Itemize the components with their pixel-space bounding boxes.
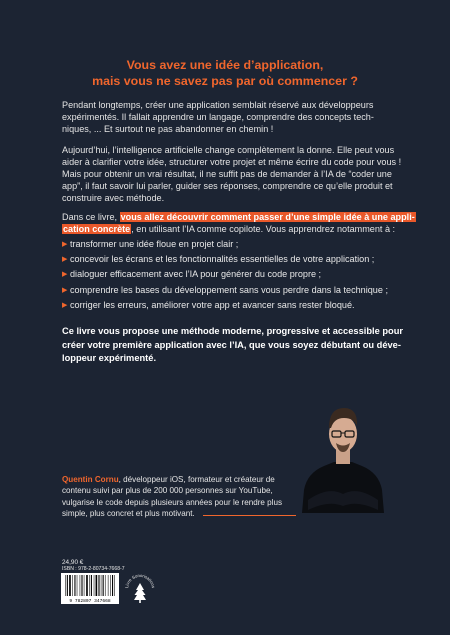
barcode-bar (91, 575, 92, 596)
headline-line-1: Vous avez une idée d’application, (126, 58, 324, 72)
barcode-bar (110, 575, 111, 596)
tree-icon (134, 583, 146, 600)
intro-line: Pendant longtemps, créer une application semblait réservé aux développeurs (62, 100, 374, 110)
ai-line: construire avec méthode. (62, 193, 165, 203)
pitch-line: Ce livre vous propose une méthode moderne, progressive et accessible pour (62, 326, 403, 336)
author-line: vulgarise le code depuis plusieurs années pour le rendre plus (62, 497, 283, 507)
author-name: Quentin Cornu (62, 475, 119, 484)
pitch-line: créer votre première application avec l’IA, que vous soyez débutant ou déve- (62, 339, 401, 350)
barcode-bar (103, 575, 104, 596)
book-line-1 (62, 211, 415, 223)
isbn: ISBN : 978-2-80734-7668-7 (62, 566, 125, 572)
book-after-text: , en utilisant l’IA comme copilote. Vous apprendrez notamment à : (131, 224, 396, 234)
author-line-1: Quentin Cornu, développeur iOS, formateur et créateur de (62, 475, 275, 484)
barcode (61, 573, 119, 604)
barcode-bar (69, 575, 71, 596)
price: 24,90 € (62, 559, 84, 566)
list-item: ▶ corriger les erreurs, améliorer votre app et avancer sans rester bloqué. (62, 298, 392, 313)
arrow-icon: ▶ (62, 241, 68, 248)
intro-line: expérimentés. Il fallait apprendre un langage, comprendre des concepts tech- (62, 112, 374, 122)
barcode-bars-icon (61, 573, 119, 604)
barcode-bar (89, 575, 90, 596)
barcode-bar (84, 575, 85, 596)
ai-line: app”, il faut savoir lui parler, guider ses réponses, comprendre ce qu’elle produit et (62, 181, 393, 191)
author-line: contenu suivi par plus de 200 000 personnes sur YouTube, (62, 486, 273, 496)
barcode-bar (65, 575, 66, 596)
publisher-logo-text: Livre Sonorisations (124, 572, 156, 589)
barcode-bar (112, 575, 113, 596)
headline-line-2: mais vous ne savez pas par où commencer ? (92, 74, 358, 88)
arrow-icon: ▶ (62, 271, 68, 279)
barcode-bar (74, 575, 75, 596)
ai-line: Mais pour obtenir un vrai résultat, il ne suffit pas de demander à l’IA de “coder une (62, 169, 392, 179)
list-item: ▶ dialoguer efficacement avec l’IA pour générer du code propre ; (62, 267, 392, 282)
intro-paragraph (62, 99, 390, 135)
arrow-icon: ▶ (62, 301, 68, 309)
barcode-bar (80, 575, 81, 596)
barcode-bar (72, 575, 73, 596)
list-item: ▶ comprendre les bases du développement sans vous perdre dans la technique ; (62, 283, 392, 298)
barcode-bar (114, 575, 115, 596)
barcode-bar (101, 575, 102, 596)
bullet-list (62, 237, 392, 313)
ai-paragraph (62, 144, 402, 204)
ai-line: Aujourd’hui, l’intelligence artificielle change complètement la donne. Elle peut vous (62, 145, 395, 155)
book-intro-text: Dans ce livre, (62, 212, 120, 222)
barcode-bar (105, 575, 106, 596)
headline (0, 57, 450, 89)
barcode-bar (108, 575, 109, 596)
barcode-bar (81, 575, 82, 596)
book-line-2 (62, 223, 396, 235)
author-line: simple, plus concret et plus motivant. (62, 508, 195, 518)
highlight-text: cation concrète (63, 224, 131, 234)
arrow-icon: ▶ (62, 256, 68, 264)
pitch-paragraph (62, 325, 403, 366)
barcode-bar (96, 575, 98, 596)
intro-line: niques, ... Et surtout ne pas abandonner en chemin ! (62, 124, 274, 134)
pitch-line: loppeur expérimenté. (62, 353, 157, 364)
list-item: ▶ concevoir les écrans et les fonctionnalités essentielles de votre application ; (62, 252, 392, 267)
barcode-bar (77, 575, 78, 596)
author-bio (62, 474, 302, 519)
barcode-bar (94, 575, 95, 596)
barcode-bar (86, 575, 88, 596)
barcode-bar (98, 575, 99, 596)
barcode-digits: 9 782807 347668 (69, 599, 111, 604)
ai-line: aider à clarifier votre idée, structurer votre projet et même écrire du code pour vous ! (62, 157, 402, 167)
author-underline (203, 515, 296, 516)
highlight-text: vous allez découvrir comment passer d’une simple idée à une appli- (120, 212, 415, 222)
book-paragraph (62, 211, 415, 235)
author-photo (298, 378, 388, 513)
list-item: ▶ transformer une idée floue en projet clair ; (62, 237, 392, 252)
arrow-icon: ▶ (62, 286, 68, 294)
publisher-logo (122, 571, 158, 607)
barcode-bar (67, 575, 68, 596)
